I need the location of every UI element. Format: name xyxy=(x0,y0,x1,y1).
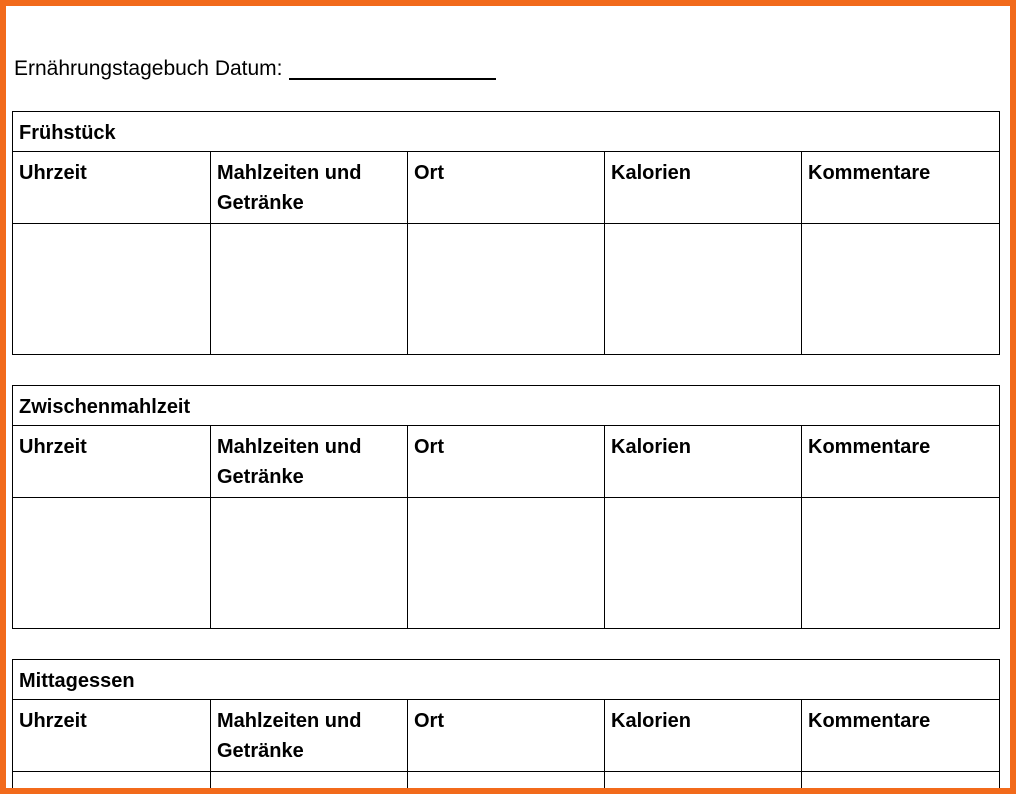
column-header-place: Ort xyxy=(408,152,605,224)
column-header-meals: Mahlzeiten und Getränke xyxy=(211,700,408,772)
entry-cell-meals[interactable] xyxy=(211,772,408,794)
entry-cell-place[interactable] xyxy=(408,498,605,629)
section-title: Mittagessen xyxy=(13,660,1000,700)
column-header-calories: Kalorien xyxy=(605,152,802,224)
column-header-calories: Kalorien xyxy=(605,700,802,772)
entry-cell-place[interactable] xyxy=(408,224,605,355)
entry-cell-time[interactable] xyxy=(13,224,211,355)
diary-title: Ernährungstagebuch Datum: xyxy=(14,57,283,80)
meal-table-zwischenmahlzeit xyxy=(12,385,1000,629)
column-header-time: Uhrzeit xyxy=(13,426,211,498)
column-header-meals: Mahlzeiten und Getränke xyxy=(211,426,408,498)
entry-cell-comments[interactable] xyxy=(802,498,1000,629)
entry-cell-time[interactable] xyxy=(13,498,211,629)
meal-table-mittagessen xyxy=(12,659,1000,794)
diary-header xyxy=(14,56,496,82)
column-header-calories: Kalorien xyxy=(605,426,802,498)
entry-cell-place[interactable] xyxy=(408,772,605,794)
column-header-comments: Kommentare xyxy=(802,426,1000,498)
column-header-time: Uhrzeit xyxy=(13,700,211,772)
entry-cell-calories[interactable] xyxy=(605,498,802,629)
section-title: Frühstück xyxy=(13,112,1000,152)
entry-cell-meals[interactable] xyxy=(211,498,408,629)
column-header-place: Ort xyxy=(408,700,605,772)
column-header-comments: Kommentare xyxy=(802,700,1000,772)
section-title: Zwischenmahlzeit xyxy=(13,386,1000,426)
column-header-meals: Mahlzeiten und Getränke xyxy=(211,152,408,224)
column-header-time: Uhrzeit xyxy=(13,152,211,224)
entry-cell-time[interactable] xyxy=(13,772,211,794)
entry-cell-comments[interactable] xyxy=(802,224,1000,355)
column-header-place: Ort xyxy=(408,426,605,498)
date-field[interactable] xyxy=(289,58,496,80)
meal-table-fruehstueck xyxy=(12,111,1000,355)
entry-cell-meals[interactable] xyxy=(211,224,408,355)
entry-cell-calories[interactable] xyxy=(605,772,802,794)
column-header-comments: Kommentare xyxy=(802,152,1000,224)
entry-cell-comments[interactable] xyxy=(802,772,1000,794)
entry-cell-calories[interactable] xyxy=(605,224,802,355)
